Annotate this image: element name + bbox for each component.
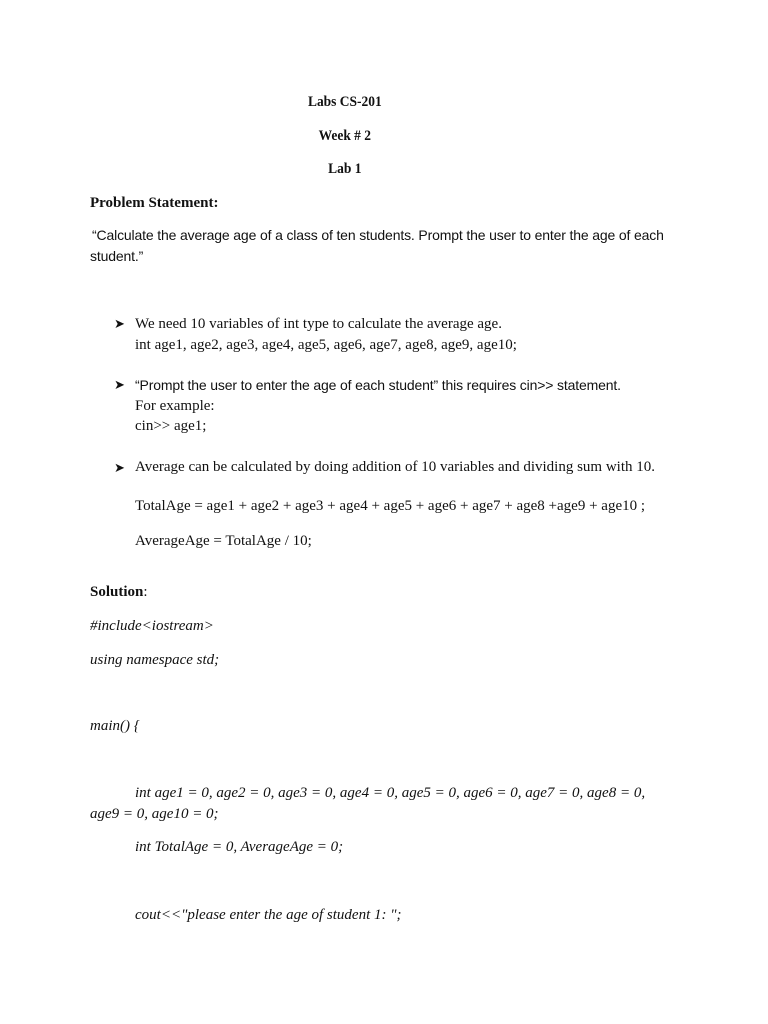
bullet-2-line-1: “Prompt the user to enter the age of each student” this requires cin>> statement. — [135, 377, 621, 393]
code-total-declaration: int TotalAge = 0, AverageAge = 0; — [135, 839, 344, 855]
code-cout-line: cout<<"please enter the age of student 1: "; — [135, 907, 402, 923]
code-include-line: #include<iostream> — [90, 618, 214, 634]
problem-quote-line-2: student.” — [90, 248, 144, 264]
code-declaration-line-2: age9 = 0, age10 = 0; — [90, 806, 219, 822]
arrow-bullet-icon: ➤ — [114, 316, 125, 331]
bullet-1-line-1: We need 10 variables of int type to calculate the average age. — [135, 316, 502, 332]
formula-average-age: AverageAge = TotalAge / 10; — [135, 533, 312, 549]
solution-heading-colon: : — [143, 584, 148, 600]
doc-course-title: Labs CS-201 — [307, 94, 382, 110]
problem-quote-line-1: “Calculate the average age of a class of ten students. Prompt the user to enter the age of each — [92, 227, 664, 243]
code-main-line: main() { — [90, 718, 140, 734]
bullet-2-line-2: For example: — [135, 398, 215, 414]
solution-heading — [90, 583, 148, 602]
bullet-1-line-2: int age1, age2, age3, age4, age5, age6, age7, age8, age9, age10; — [135, 337, 517, 353]
problem-statement-heading: Problem Statement: — [90, 195, 219, 211]
doc-week-title: Week # 2 — [318, 128, 372, 144]
arrow-bullet-icon: ➤ — [114, 460, 125, 475]
doc-lab-title: Lab 1 — [328, 161, 362, 177]
code-namespace-line: using namespace std; — [90, 652, 220, 668]
bullet-2-line-3: cin>> age1; — [135, 418, 207, 434]
code-declaration-line-1: int age1 = 0, age2 = 0, age3 = 0, age4 = 0, age5 = 0, age6 = 0, age7 = 0, age8 = 0, — [135, 785, 646, 801]
bullet-3-line-1: Average can be calculated by doing addition of 10 variables and dividing sum with 10. — [135, 459, 655, 475]
formula-total-age: TotalAge = age1 + age2 + age3 + age4 + age5 + age6 + age7 + age8 +age9 + age10 ; — [135, 498, 646, 514]
arrow-bullet-icon: ➤ — [114, 377, 125, 392]
solution-heading-label: Solution — [90, 584, 144, 600]
